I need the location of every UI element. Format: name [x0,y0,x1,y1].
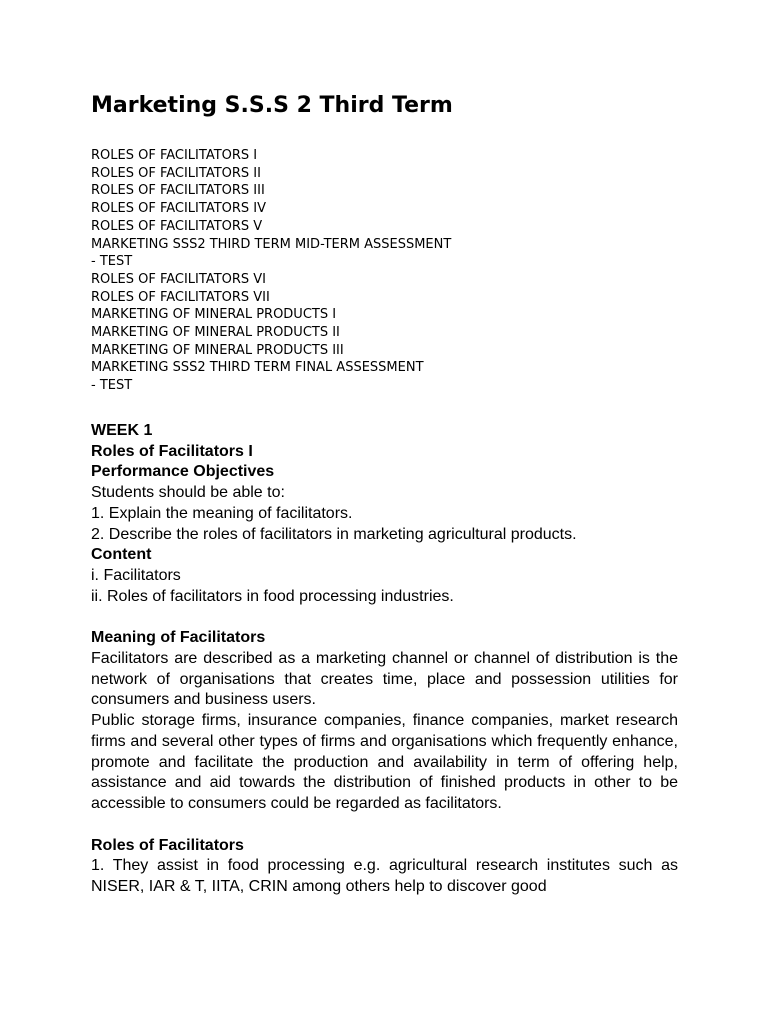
toc-item[interactable]: MARKETING OF MINERAL PRODUCTS II [91,325,340,341]
content-item: i. Facilitators [91,566,181,584]
objectives-heading: Performance Objectives [91,463,275,481]
document-body [91,421,678,898]
toc-item[interactable]: MARKETING OF MINERAL PRODUCTS III [91,342,344,358]
meaning-heading: Meaning of Facilitators [91,629,266,647]
meaning-paragraph: Facilitators are described as a marketing channel or channel of distribution is the network of organisations that creates time, place and possession utilities for consumers and business users. [91,650,678,709]
objective-item: 2. Describe the roles of facilitators in marketing agricultural products. [91,525,577,543]
document-title: Marketing S.S.S 2 Third Term [91,93,453,118]
roles-paragraph: 1. They assist in food processing e.g. agricultural research institutes such as NISER, IAR & T, IITA, CRIN among others help to discover good [91,857,678,896]
content-heading: Content [91,546,152,564]
week-label: WEEK 1 [91,422,153,439]
toc-item[interactable]: ROLES OF FACILITATORS VII [91,289,270,305]
topic-heading: Roles of Facilitators I [91,442,253,460]
toc-item[interactable]: ROLES OF FACILITATORS III [91,183,265,199]
toc-item[interactable]: ROLES OF FACILITATORS IV [91,201,267,217]
toc-item[interactable]: MARKETING SSS2 THIRD TERM FINAL ASSESSMENT [91,360,424,376]
toc-item[interactable]: ROLES OF FACILITATORS II [91,165,261,181]
toc-item[interactable]: ROLES OF FACILITATORS I [91,148,258,163]
toc-item[interactable]: MARKETING OF MINERAL PRODUCTS I [91,307,337,323]
spacer [91,607,678,628]
objective-item: 1. Explain the meaning of facilitators. [91,504,353,522]
table-of-contents [91,147,451,395]
content-item: ii. Roles of facilitators in food processing industries. [91,587,454,605]
toc-item[interactable]: - TEST [91,254,133,270]
toc-item[interactable]: MARKETING SSS2 THIRD TERM MID-TERM ASSESSMENT [91,236,452,252]
meaning-paragraph: Public storage firms, insurance companies, finance companies, market research firms and several other types of firms and organisations which frequently enhance, promote and facilitate the production and availability in term of offering help, assistance and aid towards the distribution of finished products in other to be accessible to consumers could be regarded as facilitators. [91,712,678,812]
toc-item[interactable]: ROLES OF FACILITATORS VI [91,271,267,287]
toc-item[interactable]: - TEST [91,378,133,394]
roles-heading: Roles of Facilitators [91,836,244,854]
toc-item[interactable]: ROLES OF FACILITATORS V [91,218,263,234]
spacer [91,815,678,836]
objectives-intro: Students should be able to: [91,484,285,502]
